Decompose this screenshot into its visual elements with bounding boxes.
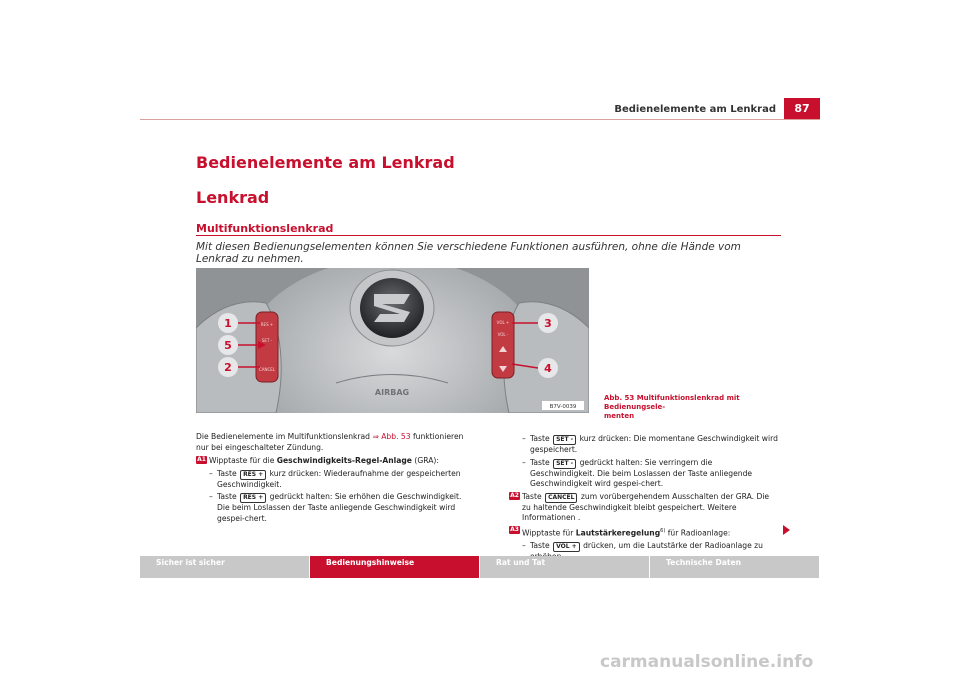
section-intro: Mit diesen Bedienungselementen können Sie verschiedene Funktionen ausführen, ohne die Hände vom Lenkrad zu nehmen. <box>196 241 741 265</box>
a2-pre: Taste <box>522 491 542 501</box>
image-code: B7V-0039 <box>549 404 577 410</box>
ref-arrow-icon: ⇒ <box>372 432 379 441</box>
res-plus-key-icon: RES + <box>240 493 266 503</box>
intro-paragraph <box>196 432 466 453</box>
page-number: 87 <box>784 98 820 120</box>
steering-wheel-figure <box>196 268 589 413</box>
watermark: carmanualsonline.info <box>600 652 814 672</box>
set-minus-key-icon: SET - <box>553 459 576 469</box>
dash4-pre: Taste <box>530 457 550 467</box>
res-plus-key-icon: RES + <box>240 470 266 480</box>
callout-1 <box>218 313 238 333</box>
item-a1 <box>196 456 466 524</box>
figure-caption-text: Abb. 53 Multifunktionslenkrad mit Bedienungsele- menten <box>604 394 740 420</box>
dash5-pre: Taste <box>530 540 550 550</box>
section-rule <box>196 235 781 236</box>
dash-item-3: – Taste SET - kurz drücken: Die momentane Geschwindigkeit wird gespeichert. <box>522 434 778 454</box>
callout-3 <box>538 313 558 333</box>
marker-a2: A2 <box>510 491 519 499</box>
a1-pre: Wipptaste für die <box>209 456 275 465</box>
callout-2-label: 2 <box>224 361 232 374</box>
callout-5 <box>218 335 238 355</box>
vol-plus-key-icon: VOL + <box>553 542 580 552</box>
footer-nav <box>140 556 820 578</box>
item-a2 <box>509 492 779 524</box>
vol-plus-label: VOL + <box>496 320 510 325</box>
intro-text-end: funktionieren nur bei eingeschalteter Zündung. <box>196 432 464 452</box>
dash1-pre: Taste <box>217 468 237 478</box>
a3-bold: Lautstärkeregelung <box>575 528 661 538</box>
a3-post: für Radioanlage: <box>667 528 731 538</box>
cancel-key-icon: CANCEL <box>545 493 577 503</box>
vol-minus-label: VOL - <box>497 332 509 337</box>
footer-tab-rat[interactable]: Rat und Tat <box>480 556 649 578</box>
dash5-post: drücken, um die Lautstärke der Radioanlage zu <box>583 540 763 550</box>
callout-5-label: 5 <box>224 339 232 352</box>
dash4-post: gedrückt halten: Sie verringern die Geschwindigkeit. Die beim Loslassen der Taste anliegende Geschwindigkeit wird gespei-chert. <box>530 457 753 488</box>
a2-post: zum vorübergehendem Ausschalten der GRA. Die zu haltende Geschwindigkeit bleibt gespeichert. Weitere Informationen . <box>522 491 770 522</box>
continue-arrow-icon <box>783 525 790 535</box>
dash-item-5: – Taste VOL + drücken, um die Lautstärke der Radioanlage zu <box>522 541 779 563</box>
callout-4 <box>538 358 558 378</box>
callout-3-label: 3 <box>544 317 552 330</box>
set-minus-key-icon: SET - <box>553 435 576 445</box>
a1-post: (GRA): <box>414 456 439 465</box>
dash1-post: kurz drücken: Wiederaufnahme der gespeicherten Geschwindigkeit. <box>217 468 461 489</box>
footnote-ref: 6) <box>660 527 666 534</box>
intro-text: Die Bedienelemente im Multifunktionslenkrad <box>196 432 371 441</box>
dash2-pre: Taste <box>217 492 237 501</box>
dash2-post: gedrückt halten: Sie erhöhen die Geschwindigkeit. Die beim Loslassen der Taste anliegende Geschwindigkeit wird gespei-chert. <box>217 492 462 523</box>
steering-wheel-illustration <box>196 268 589 413</box>
a1-bold: Geschwindigkeits-Regel-Anlage <box>276 456 412 465</box>
dash-item-2: – Taste RES + gedrückt halten: Sie erhöhen die Geschwindigkeit. Die beim Loslassen der Taste anliegende Geschwindigkeit wird gespei-chert. <box>209 492 462 523</box>
callout-1-label: 1 <box>224 317 232 330</box>
page-title: Bedienelemente am Lenkrad <box>196 153 455 172</box>
callout-4-label: 4 <box>544 362 552 375</box>
a3-pre: Wipptaste für <box>522 528 574 538</box>
dash3-pre: Taste <box>530 434 550 443</box>
airbag-label: AIRBAG <box>374 388 410 397</box>
right-column <box>509 432 779 564</box>
left-column <box>196 432 466 526</box>
callout-2 <box>218 357 238 377</box>
dash-item-1: – Taste RES + kurz drücken: Wiederaufnahme der gespeicherten Geschwindigkeit. <box>209 468 461 489</box>
res-plus-label: RES + <box>260 322 274 327</box>
footer-tab-bedienung[interactable]: Bedienungshinweise <box>310 556 479 578</box>
dash-item-4: – Taste SET - gedrückt halten: Sie verringern die Geschwindigkeit. Die beim Loslassen der Taste anliegende Geschwindigkeit wird gespei-chert. <box>522 457 753 488</box>
footer-tab-sicher[interactable]: Sicher ist sicher <box>140 556 309 578</box>
header-rule <box>140 119 820 120</box>
marker-a3: A3 <box>510 525 519 533</box>
running-title: Bedienelemente am Lenkrad <box>614 104 776 115</box>
footer-tab-technik[interactable]: Technische Daten <box>650 556 819 578</box>
figure-ref-link[interactable]: Abb. 53 <box>381 432 411 441</box>
figure-caption <box>604 394 774 421</box>
set-minus-label: SET - <box>261 338 273 343</box>
cancel-label: CANCEL <box>258 367 276 372</box>
marker-a1: A1 <box>197 456 206 463</box>
section-heading: Multifunktionslenkrad <box>196 222 334 235</box>
page-subtitle: Lenkrad <box>196 188 270 207</box>
dash3-post: kurz drücken: Die momentane Geschwindigkeit wird gespeichert. <box>530 434 778 454</box>
